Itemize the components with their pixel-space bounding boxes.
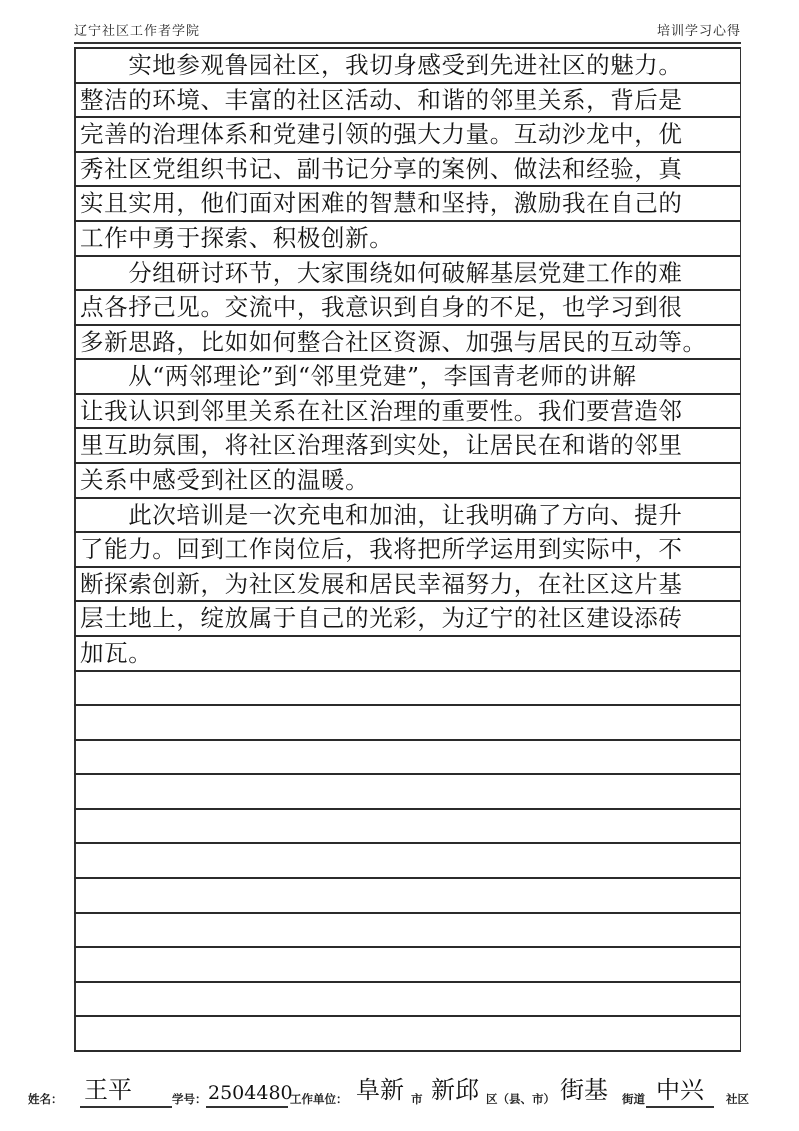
name-underline: [80, 1106, 172, 1108]
city-value: 阜新: [356, 1076, 404, 1104]
handwritten-line: 从“两邻理论”到“邻里党建”，李国青老师的讲解: [80, 362, 637, 391]
header-divider: [74, 42, 741, 44]
handwritten-line: 里互助氛围，将社区治理落到实处，让居民在和谐的邻里: [80, 431, 683, 460]
handwritten-line: [80, 879, 737, 912]
handwritten-line: 完善的治理体系和党建引领的强大力量。互动沙龙中，优: [80, 120, 683, 149]
handwritten-line: 了能力。回到工作岗位后，我将把所学运用到实际中，不: [80, 535, 683, 564]
handwritten-line: [80, 983, 737, 1016]
city-label: 市: [411, 1092, 423, 1106]
handwritten-line: [80, 1017, 737, 1050]
handwritten-line: 关系中感受到社区的温暖。: [80, 466, 370, 495]
name-value: 王平: [84, 1076, 132, 1104]
handwritten-line: [80, 775, 737, 808]
handwritten-line: 断探索创新，为社区发展和居民幸福努力，在社区这片基: [80, 569, 683, 598]
handwritten-line: [80, 706, 737, 739]
handwritten-line: 层土地上，绽放属于自己的光彩，为辽宁的社区建设添砖: [80, 604, 683, 633]
handwritten-line: [80, 810, 737, 843]
street-value: 街基: [560, 1076, 608, 1104]
handwritten-line: 加瓦。: [80, 638, 153, 667]
community-underline: [646, 1106, 714, 1108]
handwritten-line: 整洁的环境、丰富的社区活动、和谐的邻里关系，背后是: [80, 85, 683, 114]
handwritten-line: 多新思路，比如如何整合社区资源、加强与居民的互动等。: [80, 327, 707, 356]
signature-footer: [28, 1075, 779, 1111]
institution-name: 辽宁社区工作者学院: [74, 24, 201, 39]
handwritten-line: 分组研讨环节，大家围绕如何破解基层党建工作的难: [80, 258, 683, 287]
district-label: 区（县、市）: [486, 1092, 555, 1106]
id-label: 学号：: [172, 1092, 207, 1106]
handwritten-line: 实且实用，他们面对困难的智慧和坚持，激励我在自己的: [80, 189, 683, 218]
handwritten-line: 工作中勇于探索、积极创新。: [80, 223, 394, 252]
street-label: 街道: [622, 1092, 645, 1106]
handwritten-line: 让我认识到邻里关系在社区治理的重要性。我们要营造邻: [80, 396, 683, 425]
handwritten-line: 点各抒己见。交流中，我意识到自身的不足，也学习到很: [80, 293, 683, 322]
district-value: 新邱: [431, 1076, 479, 1104]
id-underline: [206, 1106, 288, 1108]
id-value: 2504480: [208, 1082, 293, 1104]
name-label: 姓名：: [28, 1092, 63, 1106]
handwritten-line: 秀社区党组织书记、副书记分享的案例、做法和经验，真: [80, 154, 683, 183]
handwritten-line: 此次培训是一次充电和加油，让我明确了方向、提升: [80, 500, 683, 529]
handwritten-line: [80, 914, 737, 947]
document-type: 培训学习心得: [656, 24, 741, 39]
left-border: [74, 48, 76, 1051]
unit-label: 工作单位：: [290, 1092, 348, 1106]
community-label: 社区: [726, 1092, 749, 1106]
lined-writing-sheet: [74, 48, 741, 1051]
handwritten-line: [80, 844, 737, 877]
handwritten-line: [80, 741, 737, 774]
handwritten-line: [80, 948, 737, 981]
handwritten-line: [80, 672, 737, 705]
right-border: [740, 48, 742, 1051]
community-value: 中兴: [656, 1076, 704, 1104]
handwritten-line: 实地参观鲁园社区，我切身感受到先进社区的魅力。: [80, 51, 683, 79]
